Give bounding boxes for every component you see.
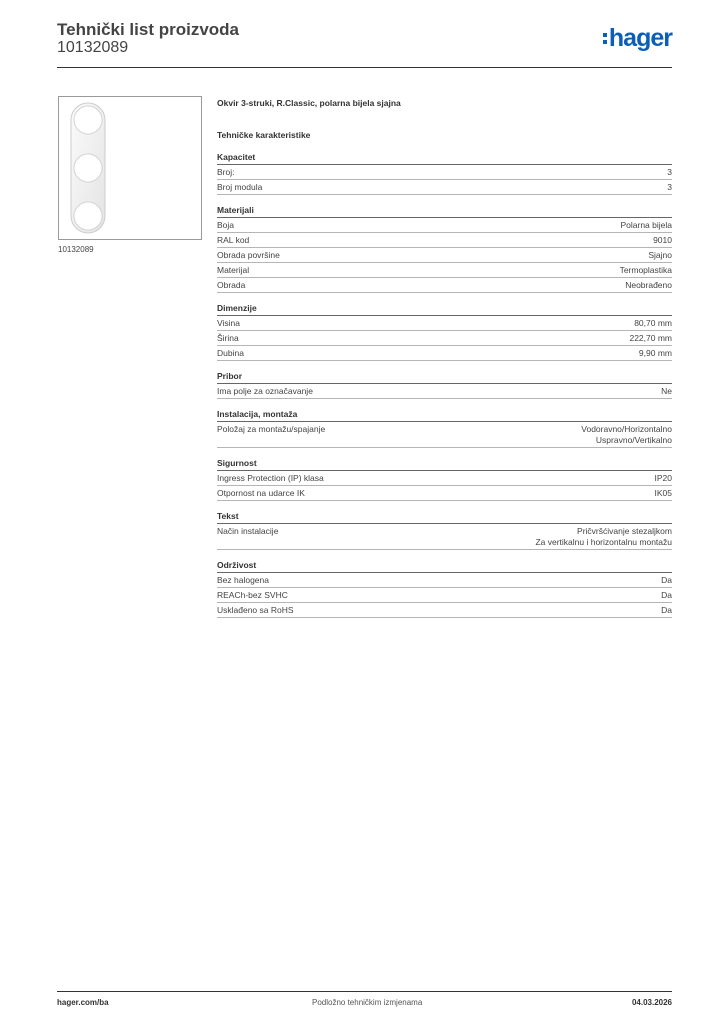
hager-logo: [603, 26, 672, 51]
spec-label: Ima polje za označavanje: [217, 386, 313, 396]
spec-value: [625, 280, 672, 291]
product-code: 10132089: [57, 39, 129, 56]
spec-section: [217, 510, 672, 550]
spec-value: [655, 473, 673, 484]
spec-row: [217, 233, 672, 248]
spec-value: [655, 488, 673, 499]
spec-label: Način instalacije: [217, 526, 279, 536]
spec-value-line: 222,70 mm: [629, 333, 672, 343]
spec-label: Otpornost na udarce IK: [217, 488, 305, 498]
spec-value-line: Da: [661, 605, 672, 615]
spec-value: [661, 575, 672, 586]
spec-section: [217, 559, 672, 618]
spec-value: [639, 348, 672, 359]
spec-value-line: Da: [661, 590, 672, 600]
spec-value-line: Polarna bijela: [620, 220, 672, 230]
spec-label: Dubina: [217, 348, 244, 358]
spec-value: [653, 235, 672, 246]
spec-value-line: Termoplastika: [619, 265, 672, 275]
header-divider: [57, 67, 672, 68]
spec-value: [581, 424, 672, 446]
section-title: Sigurnost: [217, 457, 672, 471]
spec-row: [217, 331, 672, 346]
spec-row: [217, 248, 672, 263]
spec-row: [217, 180, 672, 195]
spec-row: [217, 165, 672, 180]
spec-value-line: Za vertikalnu i horizontalnu montažu: [535, 537, 672, 547]
spec-value: [661, 590, 672, 601]
spec-value-line: IP20: [654, 473, 672, 483]
document-title: Tehnički list proizvoda: [57, 20, 239, 39]
spec-label: Usklađeno sa RoHS: [217, 605, 294, 615]
spec-value: [620, 220, 672, 231]
spec-row: [217, 316, 672, 331]
product-image: [58, 96, 202, 240]
image-caption: 10132089: [58, 245, 94, 254]
spec-row: [217, 422, 672, 448]
product-name: Okvir 3-struki, R.Classic, polarna bijela sjajna: [217, 98, 401, 108]
spec-section: [217, 370, 672, 399]
spec-section: [217, 457, 672, 501]
spec-label: Obrada površine: [217, 250, 280, 260]
spec-value: [535, 526, 672, 548]
spec-value-line: Da: [661, 575, 672, 585]
spec-value: [629, 333, 672, 344]
spec-value-line: 9,90 mm: [638, 348, 672, 358]
spec-value-line: 3: [667, 167, 672, 177]
spec-section: [217, 408, 672, 448]
spec-heading: Tehničke karakteristike: [217, 130, 311, 140]
spec-value-line: IK05: [654, 488, 672, 498]
spec-row: [217, 486, 672, 501]
spec-label: Ingress Protection (IP) klasa: [217, 473, 324, 483]
spec-section: [217, 302, 672, 361]
section-title: Instalacija, montaža: [217, 408, 672, 422]
spec-value: [667, 182, 672, 193]
spec-value: [620, 265, 672, 276]
spec-label: RAL kod: [217, 235, 250, 245]
spec-label: Boja: [217, 220, 235, 230]
spec-sections: [217, 151, 672, 618]
spec-row: [217, 218, 672, 233]
spec-section: [217, 204, 672, 293]
spec-label: Položaj za montažu/spajanje: [217, 424, 326, 434]
spec-value: [661, 386, 672, 397]
spec-row: [217, 603, 672, 618]
section-title: Tekst: [217, 510, 672, 524]
section-title: Materijali: [217, 204, 672, 218]
spec-value-line: Uspravno/Vertikalno: [595, 435, 672, 445]
spec-row: [217, 263, 672, 278]
spec-value-line: 80,70 mm: [634, 318, 672, 328]
spec-value-line: 9010: [653, 235, 672, 245]
spec-label: Visina: [217, 318, 240, 328]
spec-value-line: Vodoravno/Horizontalno: [581, 424, 672, 434]
spec-content: [217, 96, 672, 618]
spec-section: [217, 151, 672, 195]
spec-value-line: 3: [667, 182, 672, 192]
section-title: Kapacitet: [217, 151, 672, 165]
spec-value-line: Sjajno: [648, 250, 672, 260]
spec-row: [217, 524, 672, 550]
spec-row: [217, 346, 672, 361]
spec-row: [217, 471, 672, 486]
spec-value: [634, 318, 672, 329]
spec-label: Broj:: [217, 167, 235, 177]
footer-website: hager.com/ba: [57, 998, 109, 1007]
spec-label: Materijal: [217, 265, 250, 275]
section-title: Pribor: [217, 370, 672, 384]
spec-label: Bez halogena: [217, 575, 269, 585]
section-title: Dimenzije: [217, 302, 672, 316]
spec-value: [648, 250, 672, 261]
section-title: Održivost: [217, 559, 672, 573]
spec-row: [217, 278, 672, 293]
spec-row: [217, 384, 672, 399]
spec-value-line: Pričvršćivanje stezaljkom: [577, 526, 672, 536]
spec-value-line: Neobrađeno: [625, 280, 672, 290]
spec-row: [217, 573, 672, 588]
logo-dots-icon: [603, 33, 607, 44]
spec-value-line: Ne: [661, 386, 672, 396]
spec-label: Širina: [217, 333, 239, 343]
spec-value: [667, 167, 672, 178]
logo-wordmark: hager: [608, 24, 672, 52]
spec-label: Broj modula: [217, 182, 263, 192]
footer-divider: [57, 991, 672, 992]
footer-note: Podložno tehničkim izmjenama: [312, 998, 423, 1007]
spec-row: [217, 588, 672, 603]
frame-3-gang-icon: [59, 97, 201, 239]
spec-value: [661, 605, 672, 616]
footer-date: 04.03.2026: [631, 998, 672, 1007]
spec-label: Obrada: [217, 280, 246, 290]
spec-label: REACh-bez SVHC: [217, 590, 288, 600]
